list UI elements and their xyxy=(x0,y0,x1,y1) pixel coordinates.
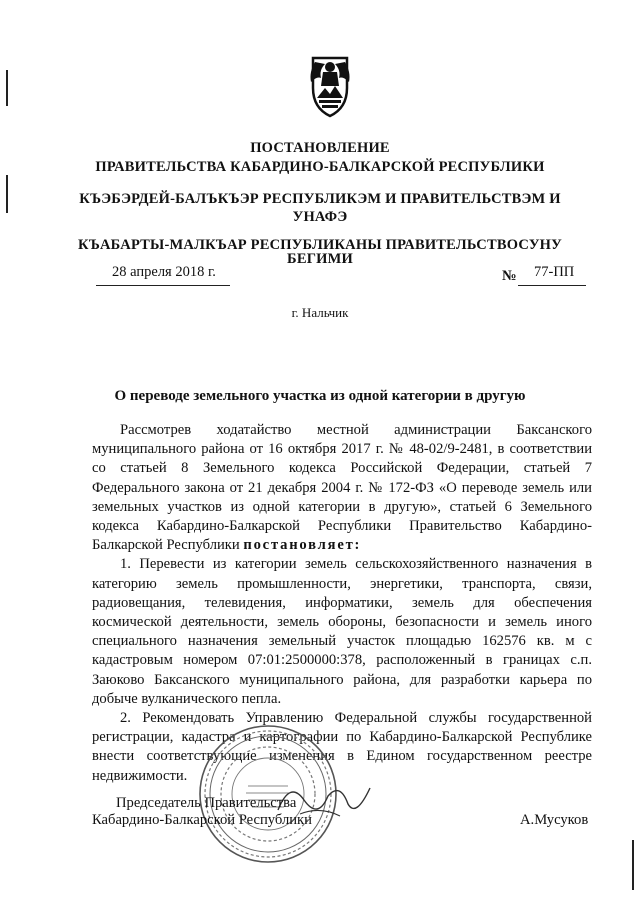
coat-of-arms-emblem xyxy=(295,50,365,120)
number-underline xyxy=(518,285,586,286)
item-1: 1. Перевести из категории земель сельскохозяйственного назначения в категорию земель промышленности, энергетики, транспорта, связи, радиовещания, телевидения, информатики, земель для обеспечения космической деятельности, земель обороны, безопасности и земель иного специального назначения земельный участок площадью 162576 кв. м с кадастровым номером 07:01:2500000:378, расположенный в границах с.п. Заюково Баксанского муниципального района, для разработки карьера по добыче вулканического пепла. xyxy=(92,556,592,707)
document-date: 28 апреля 2018 г. xyxy=(112,264,216,280)
preamble-line: Рассмотрев ходатайство местной администрации Баксанского xyxy=(120,422,592,438)
preamble-line: со статьей 8 Земельного кодекса Российской Федерации, статьей 7 xyxy=(92,460,592,477)
title-kabardian-cont: УНАФЭ xyxy=(292,209,348,225)
resolves-word: постановляет: xyxy=(243,537,362,554)
signer-position: Председатель Правительства xyxy=(116,795,297,811)
title-balkar: КЪАБАРТЫ-МАЛКЪАР РЕСПУБЛИКАНЫ ПРАВИТЕЛЬСТВОСУНУ xyxy=(78,237,562,253)
preamble-last-line xyxy=(92,536,592,555)
title-government: ПРАВИТЕЛЬСТВА КАБАРДИНО-БАЛКАРСКОЙ РЕСПУБЛИКИ xyxy=(95,159,545,175)
preamble-last: Балкарской Республики xyxy=(92,537,240,554)
number-sign: № xyxy=(502,268,517,284)
document-heading: О переводе земельного участка из одной категории в другую xyxy=(114,388,526,404)
signer-name: А.Мусуков xyxy=(520,812,589,828)
title-kabardian: КЪЭБЭРДЕЙ-БАЛЪКЪЭР РЕСПУБЛИКЭМ И ПРАВИТЕЛЬСТВЭМ И xyxy=(79,191,561,207)
document-number: 77-ПП xyxy=(534,264,575,280)
title-balkar-cont: БЕГИМИ xyxy=(287,251,353,267)
preamble-line: муниципального района от 16 октября 2017 г. № 48-02/9-2481, в соответствии xyxy=(92,441,592,458)
title-postanovlenie: ПОСТАНОВЛЕНИЕ xyxy=(250,140,390,156)
scan-artifact xyxy=(632,840,634,890)
preamble-line: кодекса Кабардино-Балкарской Республики Правительство Кабардино- xyxy=(92,518,592,535)
signer-republic: Кабардино-Балкарской Республики xyxy=(92,812,312,828)
date-underline xyxy=(96,285,230,286)
city: г. Нальчик xyxy=(291,305,349,320)
document-body xyxy=(92,421,592,786)
item-2: 2. Рекомендовать Управлению Федеральной службы государственной регистрации, кадастра и картографии по Кабардино-Балкарской Республике внести соответствующие изменения в Едином государственном реестре недвижимости. xyxy=(92,710,592,784)
scan-artifact xyxy=(6,70,8,106)
preamble-line: Федерального закона от 21 декабря 2004 г. № 172-ФЗ «О переводе земель или xyxy=(92,479,592,496)
preamble-line: земельных участков из одной категории в другую», статьей 6 Земельного xyxy=(92,498,592,515)
